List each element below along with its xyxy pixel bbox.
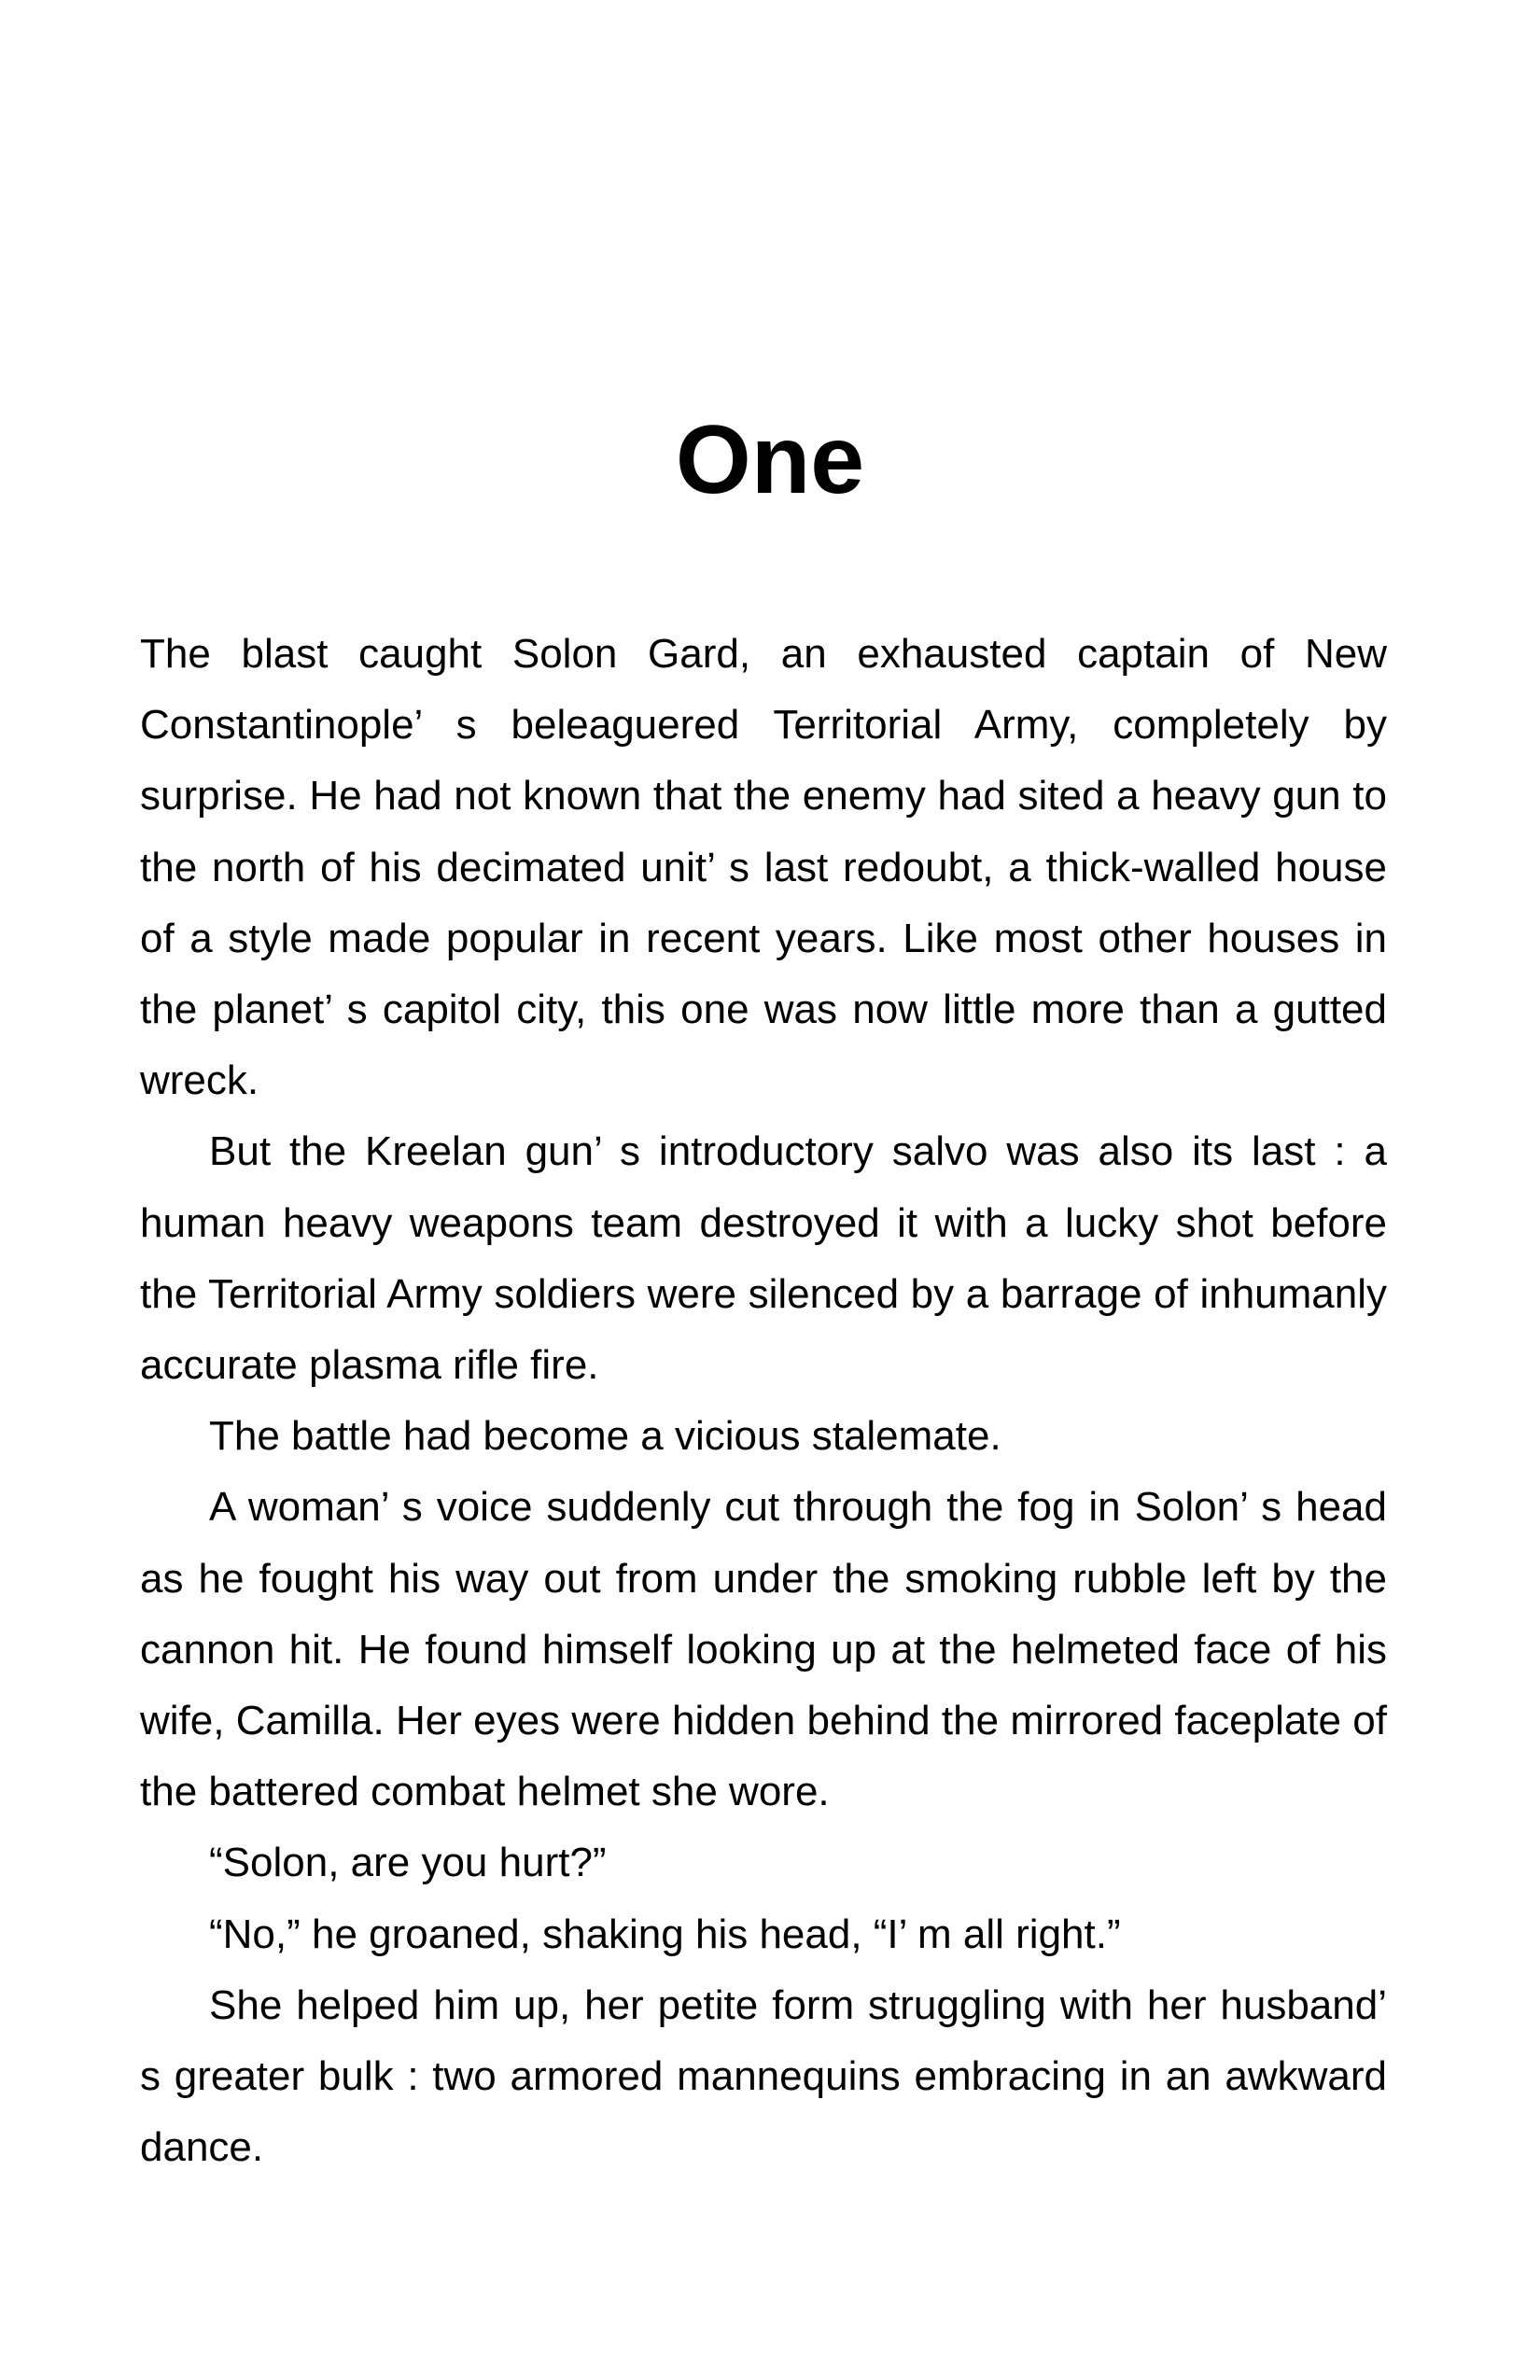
paragraph-5: “Solon, are you hurt?” [209, 1840, 607, 1886]
chapter-title: One [675, 406, 865, 514]
paragraph-4: A woman’ s voice suddenly cut through the fog in Solon’ s head as he fought his way out from under the smoking rubble left by the cannon hit. He found himself looking up at the helmeted face of his wife, Camilla. Her eyes were hidden behind the mirrored faceplate of the battered combat helmet she wore. [140, 1484, 1387, 1815]
chapter-body [140, 619, 1387, 2183]
paragraph-1: The blast caught Solon Gard, an exhausted captain of New Constantinople’ s beleaguered Territorial Army, completely by surprise. He had not known that the enemy had sited a heavy gun to the north of his decimated unit’ s last redoubt, a thick-walled house of a style made popular in recent years. Like most other houses in the planet’ s capitol city, this one was now little more than a gutted wreck. [140, 631, 1387, 1104]
paragraph-6: “No,” he groaned, shaking his head, “I’ m all right.” [209, 1911, 1121, 1957]
paragraph-7: She helped him up, her petite form struggling with her husband’ s greater bulk : two armored mannequins embracing in an awkward dance. [140, 1981, 1387, 2171]
paragraph-3: The battle had become a vicious stalemate. [209, 1413, 1001, 1460]
paragraph-2: But the Kreelan gun’ s introductory salvo was also its last : a human heavy weapons team destroyed it with a lucky shot before the Territorial Army soldiers were silenced by a barrage of inhumanly accurate plasma rifle fire. [140, 1128, 1387, 1389]
